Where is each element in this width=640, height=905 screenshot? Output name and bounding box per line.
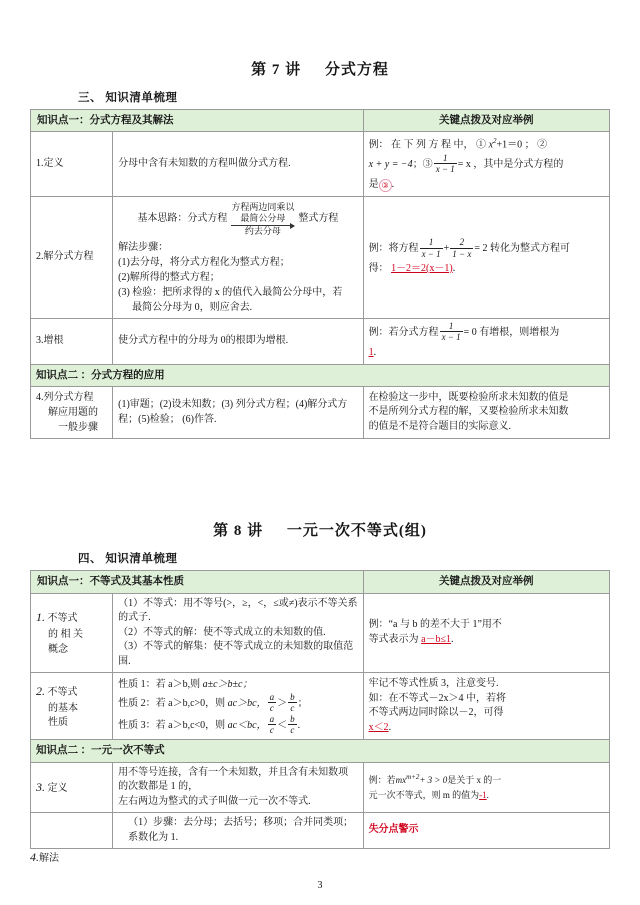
- row1-ex-part1: 例： 在 下 列 方 程 中， ①: [368, 139, 487, 151]
- row2-f1-den: x − 1: [421, 248, 441, 259]
- table-header-row: [31, 571, 610, 593]
- lecture7-section-head: 三、 知识清单梳理: [78, 92, 178, 104]
- l8row3-ex-pre: 例：若: [368, 774, 396, 785]
- row1-body-text: 分母中含有未知数的方程叫做分式方程.: [118, 157, 291, 169]
- row2-ex-post: = 2 转化为整式方程可: [474, 243, 570, 255]
- row3-label: 3.增根: [31, 318, 113, 364]
- row2-step-1: (1)去分母，将分式方程化为整式方程；: [118, 256, 290, 268]
- l8row1-label-l2: 的 相 关: [48, 629, 83, 641]
- row4-ex-l1: 在检验这一步中，既要检验所求未知数的值是: [368, 391, 569, 403]
- l8row2-p3-f1n: a: [269, 713, 275, 724]
- l8row2-ex-l2: 如：在不等式－2x＞4 中，若将: [368, 692, 507, 704]
- page-number: 3: [317, 880, 323, 891]
- lecture8-title-prefix: 第 8 讲: [213, 523, 264, 540]
- row4-body-l2: 程；(5)检验； (6)作答.: [118, 413, 217, 425]
- l8row2-p2-f1d: c: [268, 702, 277, 713]
- row2-idea-tail: 整式方程: [298, 213, 339, 225]
- row2-steps: [118, 240, 357, 315]
- row1-body: [113, 132, 363, 197]
- row2-ex-pre: 例：将方程: [368, 243, 419, 255]
- l8row3-ex-m2: + 3 > 0: [419, 774, 448, 785]
- l8row2-p3-rel: ＜: [277, 719, 288, 731]
- row2-step-3: (3) 检验：把所求得的 x 的值代入最简公分母中，若: [118, 286, 343, 298]
- l8row3-body-l1: 用不等号连接，含有一个未知数，并且含有未知数项的次数都是 1 的，: [118, 766, 349, 793]
- l8row2-ex-l3: 不等式两边同时除以－2，可得: [368, 707, 504, 719]
- lecture8-band-2-row: [31, 740, 610, 762]
- table-row: [31, 673, 610, 740]
- l8row1-label: [31, 593, 113, 673]
- row1-ex-tail: = x ，其中是分式方程的: [457, 159, 564, 171]
- l8row2-p3-f2d: c: [288, 724, 297, 735]
- l8row3-body: [113, 762, 363, 813]
- row1-frac-num: 1: [442, 153, 448, 164]
- row4-body: [113, 386, 363, 439]
- l8row2-label-num: 2.: [36, 683, 45, 698]
- l8row4-body-text: （1）步骤：去分母；去括号；移项；合并同类项；系数化为 1.: [128, 817, 354, 843]
- row1-ex-var: x: [488, 139, 494, 151]
- lecture8-band-1: 知识点一：不等式及其基本性质: [31, 571, 364, 593]
- l8row3-ex-sup: m+2: [406, 772, 420, 781]
- row4-label-l3: 一般步骤: [58, 421, 98, 433]
- arrow-right-icon: [231, 225, 294, 226]
- row3-ex-post: = 0 有增根，则增根为: [463, 327, 560, 339]
- row2-idea-lead: 基本思路：分式方程: [137, 213, 228, 225]
- l8row2-ex-answer: x＜2: [368, 721, 389, 733]
- l8row3-label: [31, 762, 113, 813]
- l8row3-ex-post: 是关于 x 的一: [447, 774, 502, 785]
- lecture8-table: [30, 570, 610, 849]
- row2-f2-den: 1 − x: [452, 248, 472, 259]
- row2-f2-num: 2: [459, 237, 465, 248]
- l8row1-example: 例：“a 与 b 的差不大于 1”用不 等式表示为 a－b≤1.: [363, 593, 609, 673]
- l8row2-p3-math: ac＜bc，: [227, 719, 267, 731]
- row3-ex-answer: 1: [368, 346, 374, 358]
- row4-label-l1: 4.列分式方程: [36, 391, 94, 403]
- row1-ex-answer-label: 是: [368, 178, 379, 190]
- table-row: [31, 132, 610, 197]
- l8row2-body: [113, 673, 363, 740]
- lecture8-title: [30, 483, 610, 540]
- l8row1-body-l1: （1）不等式：用不等号(>，≥，<，≤或≠)表示不等关系的式子.: [118, 597, 358, 624]
- row3-ex-pre: 例：若分式方程: [368, 327, 439, 339]
- row1-label: 1.定义: [31, 132, 113, 197]
- row4-body-l1: (1)审题；(2)设未知数；(3) 列分式方程；(4)解分式方: [118, 399, 348, 411]
- l8row3-ex-l2-pre: 元一次不等式，则 m 的值为: [368, 789, 480, 800]
- row4-label-l2: 解应用题的: [48, 407, 98, 419]
- row4-label: [31, 386, 113, 439]
- l8row2-p3-f2n: b: [290, 713, 295, 724]
- table-header-row: [31, 110, 610, 132]
- lecture8-col-header-right: 关键点拨及对应举例: [363, 571, 609, 593]
- l8row3-ex-answer: -1: [479, 789, 487, 800]
- lecture8-section-head: 四、 知识清单梳理: [78, 553, 178, 566]
- row2-label: 2.解分式方程: [31, 197, 113, 319]
- row2-example: 例：将方程 $\frac{1}{x - 1}$ + $\frac{2}{1 - x}$ = 2 转化为整式方程可 得： 1－2＝2(x－1).: [363, 197, 609, 319]
- l8row4-label-empty: [31, 813, 113, 849]
- l8row2-p2-f2n: b: [290, 692, 295, 703]
- table-row: [31, 593, 610, 673]
- l8row1-body-l2: （2）不等式的解：使不等式成立的未知数的值.: [118, 626, 326, 638]
- l8row1-label-l3: 概念: [48, 643, 68, 655]
- row2-ex-answer: 1－2＝2(x－1): [391, 262, 453, 274]
- l8row4-body: [113, 813, 363, 849]
- l8row3-body-l2: 左右两边为整式的式子叫做一元一次不等式.: [118, 795, 311, 807]
- l8row1-ex-l1: 例：“a 与 b 的差不大于 1”用不: [368, 619, 502, 631]
- l8row1-label-l1: 不等式: [47, 613, 78, 625]
- row3-body: 使分式方程中的分母为 0的根即为增根.: [113, 318, 363, 364]
- row4-ex-l3: 的值是不是符合题目的实际意义.: [368, 420, 512, 432]
- row1-ex-exponent: 2: [493, 137, 497, 146]
- row2-f1-num: 1: [428, 237, 434, 248]
- l8row1-label-num: 1.: [36, 610, 45, 625]
- l8row3-example: 例：若$mx^{m+2}+ 3 > 0$是关于 x 的一 元一次不等式，则 m 的值为-1.: [363, 762, 609, 813]
- l8row2-label-l3: 性质: [48, 717, 68, 729]
- lecture7-col-header-right: 关键点拨及对应举例: [363, 110, 609, 132]
- l8row1-body-l3: （3）不等式的解集：使不等式成立的未知数的取值范围.: [118, 641, 354, 667]
- l8row2-label-l1: 不等式: [47, 686, 78, 698]
- row1-ex-answer: ③: [379, 179, 392, 192]
- row2-step-2: (2)解所得的整式方程；: [118, 271, 220, 283]
- lecture7-band-2-row: [31, 364, 610, 386]
- l8row3-ex-m1: mx: [395, 774, 407, 785]
- lecture7-band-1: 知识点一：分式方程及其解法: [31, 110, 364, 132]
- l8row2-p2-end: ；: [297, 698, 308, 710]
- l8row2-p2-rel: ＞: [277, 698, 288, 710]
- row4-example: [363, 386, 609, 439]
- row2-ex-answer-label: 得：: [368, 262, 389, 274]
- l8row4-warning: 失分点警示: [368, 824, 419, 836]
- row1-ex-sep: ；③: [412, 159, 433, 171]
- row1-ex-rest: +1＝0 ； ②: [496, 139, 548, 151]
- row3-f-num: 1: [448, 320, 454, 331]
- row2-step-3b: 最简公分母为 0，则应舍去.: [132, 301, 253, 313]
- row2-arrow-mid: 最简公分母: [240, 213, 286, 224]
- l8row5-label-text: 解法: [39, 853, 59, 865]
- l8row2-p1-math: a±c＞b±c；: [202, 679, 253, 691]
- l8row2-p2-f2d: c: [288, 702, 297, 713]
- lecture8-band-2: 知识点二 ：一元一次不等式: [31, 740, 610, 762]
- lecture7-band-2: 知识点二 ：分式方程的应用: [31, 364, 610, 386]
- l8row2-p3-end: .: [297, 719, 301, 731]
- row1-example: 例： 在 下 列 方 程 中， ① $x^2+1=0$ ； ② x + y = −4；③ $\frac{1}{x - 1}$ = x ，其中是分式方程的 是 ③ .: [363, 132, 609, 197]
- row2-idea-diagram: [118, 200, 357, 240]
- table-row: [31, 813, 610, 849]
- lecture8-title-name: 一元一次不等式(组): [286, 523, 427, 540]
- section-spacer: [30, 439, 610, 483]
- row3-f-den: x − 1: [441, 332, 461, 343]
- l8row3-label-num: 3.: [36, 779, 45, 794]
- l8row1-ex-answer: a－b≤1: [421, 633, 451, 645]
- l8row5-label: [30, 849, 610, 865]
- table-row: [31, 197, 610, 319]
- row2-arrow: [231, 202, 294, 237]
- l8row2-p3-pre: 性质 3：若 a＞b,c<0，则: [118, 719, 226, 731]
- l8row5-label-num: 4.: [30, 850, 39, 865]
- row2-plus: +: [443, 243, 450, 255]
- lecture7-title: [30, 0, 610, 79]
- row4-ex-l2: 不是所列分式方程的解，又要检验所求未知数: [368, 406, 569, 418]
- table-row: [31, 762, 610, 813]
- l8row2-ex-l1: 牢记不等式性质 3，注意变号.: [368, 678, 499, 690]
- row2-body: [113, 197, 363, 319]
- row2-steps-title: 解法步骤：: [118, 241, 169, 253]
- row2-arrow-top: 方程两边同乘以: [231, 202, 295, 213]
- l8row4-example: [363, 813, 609, 849]
- table-row: [31, 318, 610, 364]
- l8row3-label-text: 定义: [47, 782, 68, 794]
- l8row2-p1-pre: 性质 1：若 a＞b,则: [118, 679, 201, 691]
- l8row1-ex-l2-pre: 等式表示为: [368, 633, 419, 645]
- l8row2-p2-math: ac＞bc，: [227, 698, 267, 710]
- l8row2-label: [31, 673, 113, 740]
- l8row2-example: 牢记不等式性质 3，注意变号. 如：在不等式－2x＞4 中，若将 不等式两边同时除以－2，可得 x＜2.: [363, 673, 609, 740]
- lecture7-title-prefix: 第 7 讲: [251, 62, 302, 78]
- l8row2-p3-f1d: c: [268, 724, 277, 735]
- row2-arrow-bot: 约去分母: [244, 225, 281, 236]
- table-row: [31, 386, 610, 439]
- row1-frac-den: x − 1: [435, 164, 455, 175]
- lecture7-title-name: 分式方程: [324, 62, 389, 78]
- row3-example: 例：若分式方程 $\frac{1}{x - 1}$ = 0 有增根，则增根为 1.: [363, 318, 609, 364]
- row1-ex-eq2: x + y = −4: [368, 159, 413, 171]
- l8row2-p2-pre: 性质 2：若 a＞b,c>0，则: [118, 698, 226, 710]
- l8row2-label-l2: 的基本: [48, 702, 78, 714]
- l8row2-p2-f1n: a: [269, 692, 275, 703]
- l8row1-body: [113, 593, 363, 673]
- lecture7-table: [30, 109, 610, 439]
